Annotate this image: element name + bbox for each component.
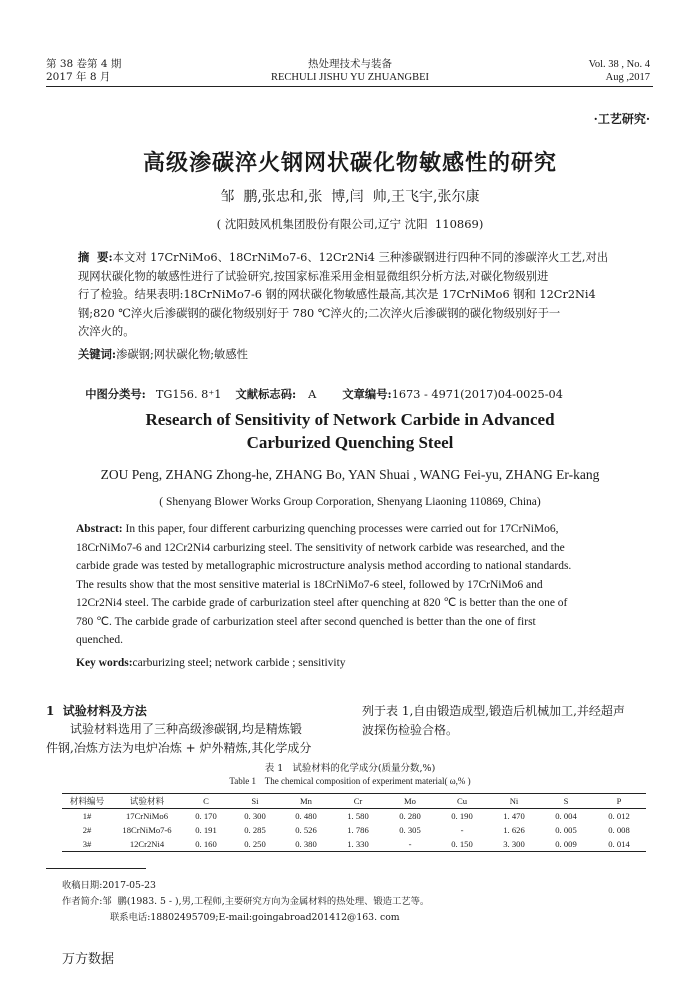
col-header: Cr — [332, 794, 384, 809]
table-header-row — [62, 794, 646, 809]
table-cell: 0. 300 — [244, 811, 266, 821]
section1-right-line: 波探伤检验合格。 — [362, 723, 459, 737]
table-cell: 12Cr2Ni4 — [112, 837, 182, 852]
abstract-cn-line: 次淬火的。 — [78, 325, 135, 338]
abstract-cn — [78, 248, 638, 342]
table-cell: 1. 580 — [347, 811, 369, 821]
journal-date-en: Aug ,2017 — [605, 72, 650, 83]
table-cell: 1. 330 — [332, 837, 384, 852]
table-cell: - — [384, 837, 436, 852]
title-cn: 高级渗碳淬火钢网状碳化物敏感性的研究 — [142, 150, 557, 176]
table-cell: 0. 009 — [540, 837, 592, 852]
classification-line — [78, 366, 563, 404]
col-header: Mn — [280, 794, 332, 809]
col-header: P — [592, 794, 646, 809]
authors-cn: 邹 鹏,张忠和,张 博,闫 帅,王飞宇,张尔康 — [220, 189, 480, 205]
table-cell: 0. 008 — [608, 825, 630, 835]
abstract-cn-line: 钢;820 ℃淬火后渗碳钢的碳化物级别好于 780 ℃淬火的;二次淬火后渗碳钢的碳化物级别好于一 — [78, 306, 561, 320]
abstract-cn-line: 本文对 17CrNiMo6、18CrNiMo7-6、12Cr2Ni4 三种渗碳钢进行四种不同的渗碳淬火工艺,对出 — [112, 251, 609, 264]
col-header: S — [540, 794, 592, 809]
abstract-en-label: Abstract: — [76, 523, 123, 535]
authors-en: ZOU Peng, ZHANG Zhong-he, ZHANG Bo, YAN Shuai , WANG Fei-yu, ZHANG Er-kang — [100, 467, 600, 482]
table-cell: 17CrNiMo6 — [125, 811, 169, 821]
table-cell: 0. 380 — [280, 837, 332, 852]
journal-vol-en: Vol. 38 , No. 4 — [588, 59, 650, 70]
col-header: Cu — [436, 794, 488, 809]
title-en-line1: Research of Sensitivity of Network Carbide in Advanced — [145, 410, 555, 429]
section-tag: ·工艺研究· — [593, 112, 650, 126]
journal-name-pinyin: RECHULI JISHU YU ZHUANGBEI — [271, 72, 429, 83]
section1-right-line: 列于表 1,自由锻造成型,锻造后机械加工,并经超声 — [362, 704, 625, 718]
table-cell: 0. 285 — [244, 825, 266, 835]
table-cell: 0. 005 — [555, 825, 577, 835]
table-cell: 18CrNiMo7-6 — [122, 825, 172, 835]
table-cell: 3. 300 — [488, 837, 540, 852]
abstract-en-line: 18CrNiMo7-6 and 12Cr2Ni4 carburizing steel. The sensitivity of network carbide was researched, and the — [76, 541, 565, 554]
table-cell: 1. 470 — [503, 811, 525, 821]
table-cell: 0. 480 — [295, 811, 317, 821]
section1-left-line: 试验材料选用了三种高级渗碳钢,均是精炼锻 — [70, 722, 302, 736]
abstract-en-line: 12Cr2Ni4 steel. The carbide grade of carburization steel after quenching at 820 ℃ is better than the one of — [76, 597, 568, 609]
table-cell: 0. 191 — [195, 825, 217, 835]
keywords-en-label: Key words: — [76, 657, 133, 669]
abstract-en-line: carbide grade was tested by metallographic microstructure analysis method according to national standards. — [76, 560, 572, 572]
title-en-line2: Carburized Quenching Steel — [246, 433, 454, 452]
keywords-en — [76, 654, 346, 673]
footnote-contact: 联系电话:18802495709;E-mail:goingabroad201412@163. com — [110, 912, 400, 923]
doc-code-label: 文献标志码: — [235, 386, 297, 401]
table-cell: 1. 786 — [347, 825, 369, 835]
doc-code-value: A — [308, 387, 317, 401]
abstract-en-line: 780 ℃. The carbide grade of carburization steel after second quenched is better than the one of first — [76, 615, 536, 628]
table-cell: 2# — [82, 825, 92, 835]
affiliation-cn: ( 沈阳鼓风机集团股份有限公司,辽宁 沈阳 110869) — [216, 217, 484, 231]
abstract-cn-line: 行了检验。结果表明:18CrNiMo7-6 钢的网状碳化物敏感性最高,其次是 17CrNiMo6 钢和 12Cr2Ni4 — [78, 288, 596, 301]
table-row — [62, 809, 646, 824]
abstract-cn-line: 现网状碳化物的敏感性进行了试验研究,按国家标准采用金相显微组织分析方法,对碳化物级别进 — [78, 269, 549, 283]
clc-value: TG156. 8⁺1 — [155, 387, 222, 401]
keywords-cn — [78, 345, 248, 365]
abstract-en — [76, 520, 630, 650]
footnote-author-bio: 作者简介:邹 鹏(1983. 5 - ),男,工程师,主要研究方向为金属材料的热处理、锻造工艺等。 — [62, 896, 430, 907]
table-cell: 0. 150 — [436, 837, 488, 852]
watermark: 万方数据 — [62, 952, 115, 967]
journal-volume: 第 38 卷第 4 期 — [46, 58, 122, 70]
article-no-label: 文章编号: — [342, 386, 392, 401]
section1-heading: 1 试验材料及方法 — [46, 704, 147, 718]
section1-left-line: 件钢,冶炼方法为电炉冶炼 + 炉外精炼,其化学成分 — [46, 741, 312, 755]
chemical-composition-table — [62, 793, 646, 852]
col-header: Ni — [488, 794, 540, 809]
keywords-cn-text: 渗碳钢;网状碳化物;敏感性 — [116, 348, 248, 361]
journal-date: 2017 年 8 月 — [46, 71, 111, 83]
clc-label: 中图分类号: — [85, 386, 146, 401]
section1-left-column — [46, 720, 340, 758]
table1-caption-en: Table 1 The chemical composition of experiment material( ω,% ) — [229, 776, 471, 786]
col-header: Si — [230, 794, 280, 809]
footnote-received: 收稿日期:2017-05-23 — [62, 880, 156, 891]
journal-name-cn: 热处理技术与装备 — [308, 58, 392, 70]
table-cell: 1# — [82, 811, 92, 821]
table-row — [62, 823, 646, 837]
col-header: 试验材料 — [112, 794, 182, 809]
abstract-cn-label: 摘 要: — [78, 250, 113, 264]
keywords-en-text: carburizing steel; network carbide ; sensitivity — [132, 657, 346, 669]
table-cell: 0. 170 — [195, 811, 217, 821]
table-cell: 0. 190 — [451, 811, 473, 821]
table-cell: - — [460, 825, 464, 835]
keywords-cn-label: 关键词: — [78, 347, 117, 361]
table-cell: 0. 280 — [399, 811, 421, 821]
table-cell: 0. 305 — [399, 825, 421, 835]
abstract-en-line: The results show that the most sensitive material is 18CrNiMo7-6 steel, followed by 17CrNiMo6 and — [76, 578, 543, 591]
header-rule — [46, 86, 653, 87]
table-cell: 3# — [62, 837, 112, 852]
table-cell: 0. 526 — [295, 825, 317, 835]
col-header: Mo — [384, 794, 436, 809]
col-header: C — [182, 794, 230, 809]
table-cell: 1. 626 — [503, 825, 525, 835]
affiliation-en: ( Shenyang Blower Works Group Corporation, Shenyang Liaoning 110869, China) — [159, 496, 541, 508]
col-header: 材料编号 — [62, 794, 112, 809]
table-cell: 0. 004 — [555, 811, 577, 821]
article-no-value: 1673 - 4971(2017)04-0025-04 — [391, 387, 563, 401]
table-cell: 0. 250 — [230, 837, 280, 852]
table1-caption-cn: 表 1 试验材料的化学成分(质量分数,%) — [264, 763, 436, 774]
table-cell: 0. 014 — [592, 837, 646, 852]
table-cell: 0. 160 — [182, 837, 230, 852]
abstract-en-line: quenched. — [76, 634, 123, 646]
table-row — [62, 837, 646, 852]
footnote-rule — [46, 868, 146, 869]
table-cell: 0. 012 — [608, 811, 630, 821]
abstract-en-line: In this paper, four different carburizing quenching processes were carried out for 17CrNiMo6, — [125, 523, 559, 535]
section1-right-column — [362, 702, 654, 740]
